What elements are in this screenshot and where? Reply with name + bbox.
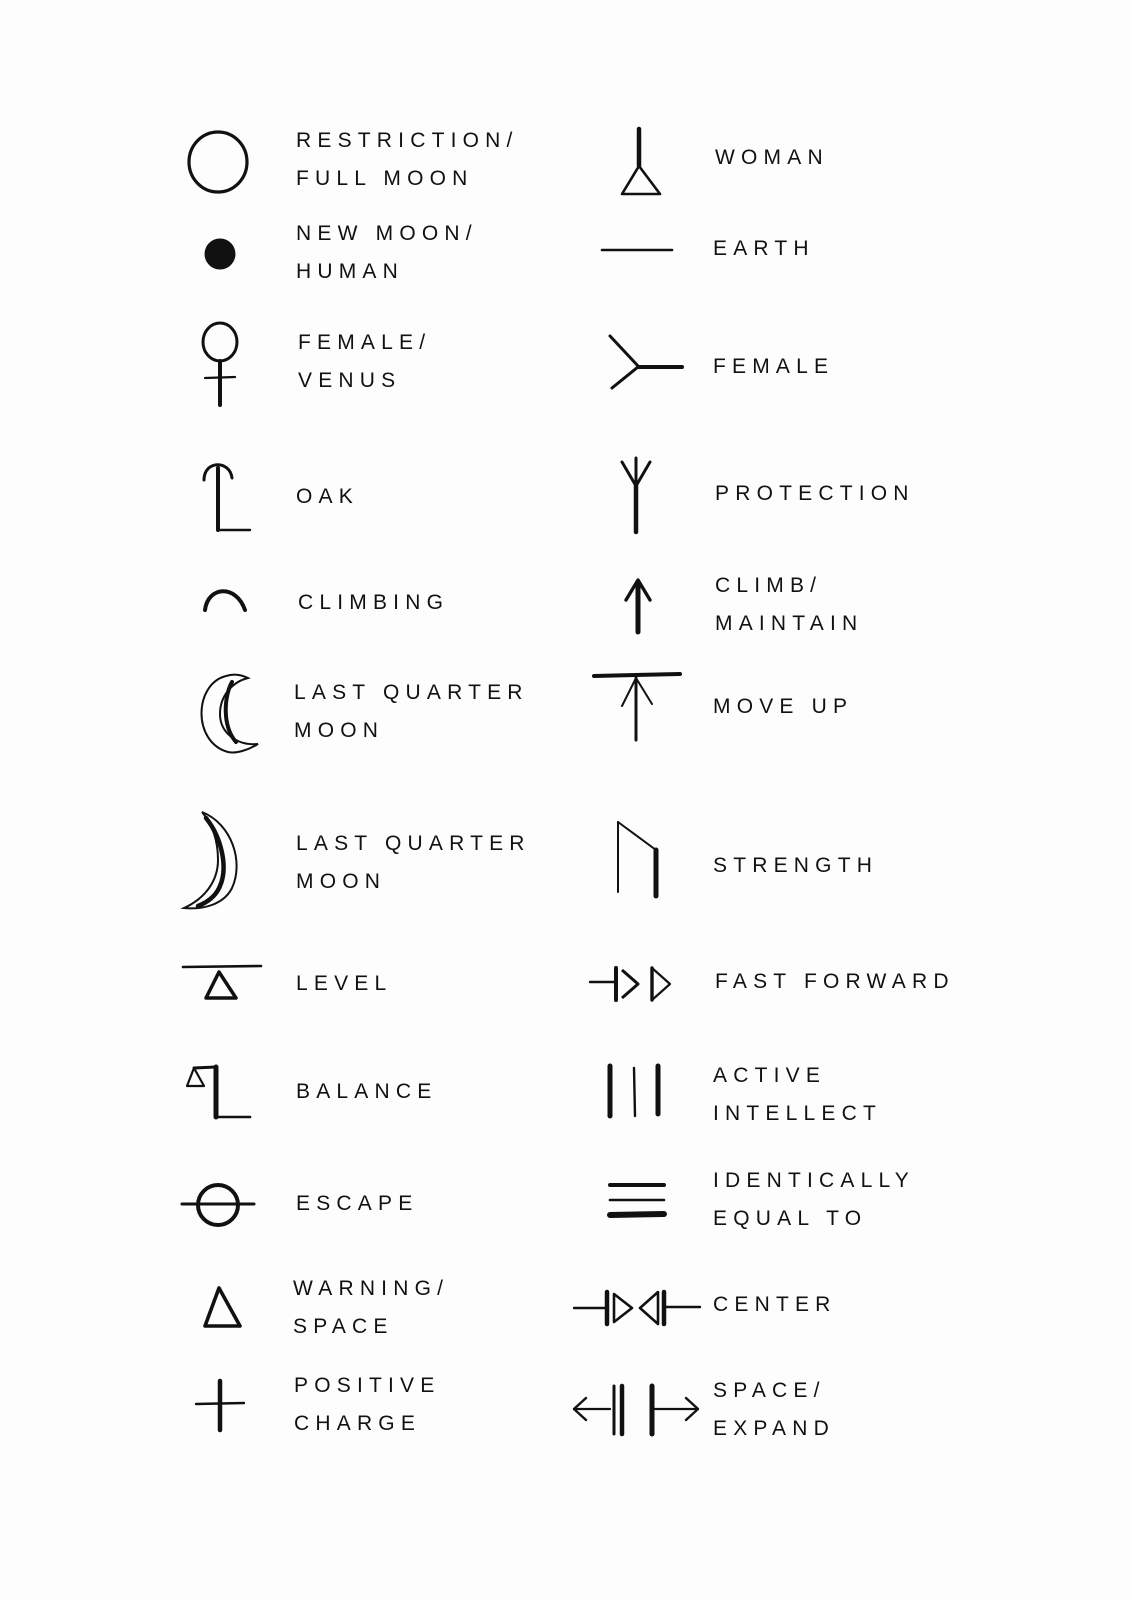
- triangle-icon: [196, 1280, 252, 1334]
- fork-left-icon: [604, 330, 688, 394]
- label-restriction-full-moon: RESTRICTION/ FULL MOON: [296, 129, 519, 190]
- theta-circle-icon: [180, 1180, 260, 1230]
- label-climbing: CLIMBING: [298, 591, 450, 614]
- horizontal-line-icon: [598, 240, 678, 260]
- strength-rune-icon: [610, 816, 670, 902]
- label-positive-charge: POSITIVE CHARGE: [294, 1374, 441, 1435]
- woman-rune-icon: [610, 124, 670, 200]
- label-last-quarter-moon-1: LAST QUARTER MOON: [294, 681, 529, 742]
- crescent-right-icon: [180, 808, 250, 914]
- label-climb-maintain: CLIMB/ MAINTAIN: [715, 574, 864, 635]
- label-oak: OAK: [296, 485, 359, 508]
- venus-icon: [190, 316, 250, 412]
- filled-dot-icon: [196, 230, 246, 280]
- center-arrows-icon: [570, 1284, 706, 1334]
- label-escape: ESCAPE: [296, 1192, 419, 1215]
- algiz-rune-icon: [612, 454, 662, 538]
- label-new-moon-human: NEW MOON/ HUMAN: [296, 222, 478, 283]
- plus-cross-icon: [188, 1376, 248, 1436]
- circle-outline-icon: [180, 122, 260, 202]
- label-female-venus: FEMALE/ VENUS: [298, 331, 432, 392]
- label-identically-equal-to: IDENTICALLY EQUAL TO: [713, 1169, 916, 1230]
- label-center: CENTER: [713, 1293, 837, 1316]
- fast-forward-icon: [586, 960, 678, 1008]
- label-protection: PROTECTION: [715, 482, 915, 505]
- label-last-quarter-moon-2: LAST QUARTER MOON: [296, 832, 531, 893]
- up-arrow-icon: [618, 574, 658, 638]
- label-move-up: MOVE UP: [713, 695, 854, 718]
- label-active-intellect: ACTIVE INTELLECT: [713, 1064, 882, 1125]
- label-earth: EARTH: [713, 237, 815, 260]
- balance-rune-icon: [180, 1060, 260, 1126]
- label-space-expand: SPACE/ EXPAND: [713, 1379, 835, 1440]
- label-level: LEVEL: [296, 972, 393, 995]
- label-female: FEMALE: [713, 355, 835, 378]
- label-balance: BALANCE: [296, 1080, 438, 1103]
- expand-arrows-icon: [568, 1380, 708, 1440]
- label-fast-forward: FAST FORWARD: [715, 970, 955, 993]
- triangle-under-bar-icon: [180, 958, 266, 1008]
- identical-to-icon: [602, 1176, 672, 1226]
- label-warning-space: WARNING/ SPACE: [293, 1277, 450, 1338]
- crescent-left-icon: [188, 670, 268, 760]
- arrow-under-bar-icon: [590, 668, 686, 746]
- arch-icon: [196, 580, 256, 620]
- three-bars-icon: [598, 1058, 670, 1124]
- label-strength: STRENGTH: [713, 854, 879, 877]
- label-woman: WOMAN: [715, 146, 829, 169]
- oak-rune-icon: [188, 456, 260, 536]
